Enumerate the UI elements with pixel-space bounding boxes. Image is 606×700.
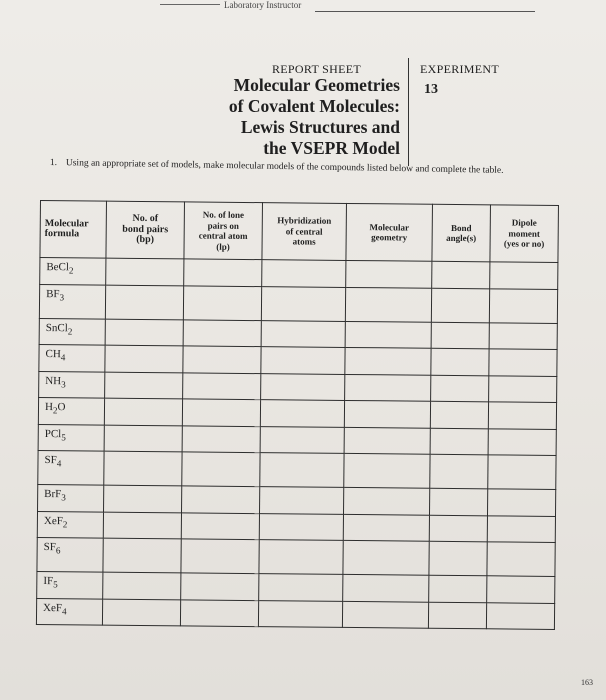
molecular-formula-cell [39, 344, 105, 371]
table-header-row [40, 201, 559, 263]
answer-cell[interactable] [430, 428, 488, 455]
answer-cell[interactable] [182, 452, 260, 487]
answer-cell[interactable] [487, 515, 555, 542]
answer-cell[interactable] [105, 372, 183, 399]
formula-subscript: 3 [59, 291, 65, 302]
molecular-formula-cell [38, 450, 104, 485]
header-molecular-formula: Molecular formula [40, 201, 107, 259]
instructor-label: Laboratory Instructor [224, 0, 302, 10]
molecular-formula-cell [36, 598, 102, 625]
answer-cell[interactable] [104, 398, 182, 425]
molecular-formula-cell [40, 258, 106, 285]
answer-cell[interactable] [344, 453, 430, 488]
answer-cell[interactable] [182, 486, 260, 513]
answer-cell[interactable] [345, 287, 431, 322]
answer-cell[interactable] [344, 427, 430, 454]
experiment-label: EXPERIMENT [420, 62, 499, 76]
formula-tail: O [57, 401, 66, 414]
molecular-formula-cell [37, 537, 103, 572]
molecular-formula-cell [38, 397, 104, 424]
formula-base: BF [46, 287, 60, 300]
answer-cell[interactable] [488, 455, 556, 490]
answer-cell[interactable] [262, 260, 346, 287]
formula-subscript: 2 [62, 518, 68, 529]
title-line: the VSEPR Model [263, 138, 400, 158]
answer-cell[interactable] [182, 399, 260, 426]
answer-cell[interactable] [429, 575, 487, 602]
answer-cell[interactable] [260, 453, 344, 488]
header-divider [408, 58, 409, 166]
answer-cell[interactable] [489, 375, 557, 402]
formula-base: SF [43, 541, 56, 554]
answer-cell[interactable] [344, 400, 430, 427]
formula-subscript: 3 [61, 492, 66, 503]
molecular-formula-cell [38, 424, 104, 451]
answer-cell[interactable] [342, 601, 428, 628]
answer-cell[interactable] [431, 375, 489, 402]
answer-cell[interactable] [261, 347, 345, 374]
formula-base: CH [45, 348, 61, 361]
answer-cell[interactable] [346, 260, 432, 287]
answer-cell[interactable] [431, 288, 489, 323]
title-line: Molecular Geometries [233, 75, 400, 95]
instructor-signature-line [315, 11, 535, 12]
answer-cell[interactable] [181, 573, 259, 600]
answer-cell[interactable] [260, 400, 344, 427]
formula-subscript: 5 [53, 579, 58, 590]
formula-base: XeF [43, 601, 63, 614]
header-hybridization: Hybridization of central atoms [262, 203, 347, 261]
table-row [36, 598, 554, 629]
formula-base: BrF [44, 488, 62, 501]
answer-cell[interactable] [103, 512, 181, 539]
answer-cell[interactable] [429, 515, 487, 542]
answer-cell[interactable] [345, 347, 431, 374]
answer-cell[interactable] [432, 261, 490, 288]
answer-cell[interactable] [490, 262, 558, 289]
page-number: 163 [581, 678, 593, 687]
molecule-table [36, 200, 559, 630]
answer-cell[interactable] [102, 599, 180, 626]
answer-cell[interactable] [260, 426, 344, 453]
answer-cell[interactable] [260, 487, 344, 514]
answer-cell[interactable] [431, 348, 489, 375]
molecular-formula-cell [39, 318, 105, 345]
answer-cell[interactable] [486, 602, 554, 629]
answer-cell[interactable] [429, 488, 487, 515]
answer-cell[interactable] [343, 574, 429, 601]
answer-cell[interactable] [104, 485, 182, 512]
answer-cell[interactable] [261, 320, 345, 347]
molecular-formula-cell [38, 484, 104, 511]
formula-subscript: 4 [60, 352, 66, 363]
answer-cell[interactable] [105, 319, 183, 346]
report-sheet-label: REPORT SHEET [272, 62, 362, 76]
answer-cell[interactable] [489, 322, 557, 349]
answer-cell[interactable] [182, 425, 260, 452]
answer-cell[interactable] [106, 258, 184, 285]
answer-cell[interactable] [103, 538, 181, 573]
molecular-formula-cell [39, 284, 105, 319]
formula-subscript: 4 [56, 458, 62, 469]
header-bond-pairs: No. of bond pairs (bp) [106, 201, 185, 259]
answer-cell[interactable] [259, 513, 343, 540]
formula-subscript: 4 [61, 605, 67, 616]
answer-cell[interactable] [180, 599, 258, 626]
answer-cell[interactable] [487, 576, 555, 603]
formula-subscript: 2 [68, 265, 74, 276]
answer-cell[interactable] [487, 489, 555, 516]
answer-cell[interactable] [431, 322, 489, 349]
answer-cell[interactable] [489, 288, 557, 323]
answer-cell[interactable] [183, 285, 261, 320]
formula-base: NH [45, 374, 62, 387]
answer-cell[interactable] [181, 539, 259, 574]
answer-cell[interactable] [487, 542, 555, 577]
answer-cell[interactable] [184, 259, 262, 286]
formula-subscript: 5 [61, 431, 66, 442]
answer-cell[interactable] [428, 602, 486, 629]
answer-cell[interactable] [259, 574, 343, 601]
page-title [190, 75, 400, 159]
answer-cell[interactable] [261, 373, 345, 400]
formula-subscript: 2 [52, 405, 58, 416]
answer-cell[interactable] [183, 346, 261, 373]
answer-cell[interactable] [430, 454, 488, 489]
answer-cell[interactable] [105, 345, 183, 372]
formula-base: SnCl [45, 321, 68, 334]
answer-cell[interactable] [183, 319, 261, 346]
header-lone-pairs: No. of lone pairs on central atom (lp) [184, 202, 263, 260]
title-line: of Covalent Molecules: [228, 96, 400, 116]
answer-cell[interactable] [183, 372, 261, 399]
table-row [38, 450, 556, 489]
answer-cell[interactable] [344, 487, 430, 514]
answer-cell[interactable] [261, 286, 345, 321]
table-row [37, 537, 555, 576]
answer-cell[interactable] [430, 401, 488, 428]
formula-base: PCl [44, 427, 62, 440]
molecular-formula-cell [37, 571, 103, 598]
experiment-number: 13 [424, 82, 438, 97]
formula-base: IF [43, 575, 54, 588]
instruction-text: Using an appropriate set of models, make molecular models of the compounds listed below and complete the table. [65, 158, 504, 176]
top-rule [160, 4, 220, 5]
answer-cell[interactable] [103, 572, 181, 599]
answer-cell[interactable] [488, 402, 556, 429]
formula-subscript: 6 [55, 545, 61, 556]
answer-cell[interactable] [343, 540, 429, 575]
answer-cell[interactable] [104, 451, 182, 486]
answer-cell[interactable] [343, 514, 429, 541]
formula-base: H [44, 401, 54, 414]
formula-base: SF [44, 454, 57, 467]
table-row [39, 284, 557, 323]
title-line: Lewis Structures and [240, 117, 400, 137]
formula-subscript: 2 [67, 325, 73, 337]
formula-base: BeCl [46, 261, 70, 274]
header-molecular-geometry: Molecular geometry [346, 203, 433, 261]
answer-cell[interactable] [345, 321, 431, 348]
answer-cell[interactable] [105, 285, 183, 320]
header-bond-angles: Bond angle(s) [432, 204, 491, 262]
answer-cell[interactable] [345, 374, 431, 401]
molecular-formula-cell [39, 371, 105, 398]
molecular-formula-cell [37, 511, 103, 538]
answer-cell[interactable] [258, 600, 342, 627]
answer-cell[interactable] [181, 512, 259, 539]
answer-cell[interactable] [104, 425, 182, 452]
answer-cell[interactable] [488, 428, 556, 455]
answer-cell[interactable] [259, 540, 343, 575]
formula-subscript: 3 [61, 378, 66, 389]
instruction-number: 1. [49, 157, 58, 169]
answer-cell[interactable] [429, 541, 487, 576]
header-dipole-moment: Dipole moment (yes or no) [490, 205, 559, 263]
formula-base: XeF [43, 514, 63, 527]
answer-cell[interactable] [489, 349, 557, 376]
instruction [49, 157, 572, 178]
